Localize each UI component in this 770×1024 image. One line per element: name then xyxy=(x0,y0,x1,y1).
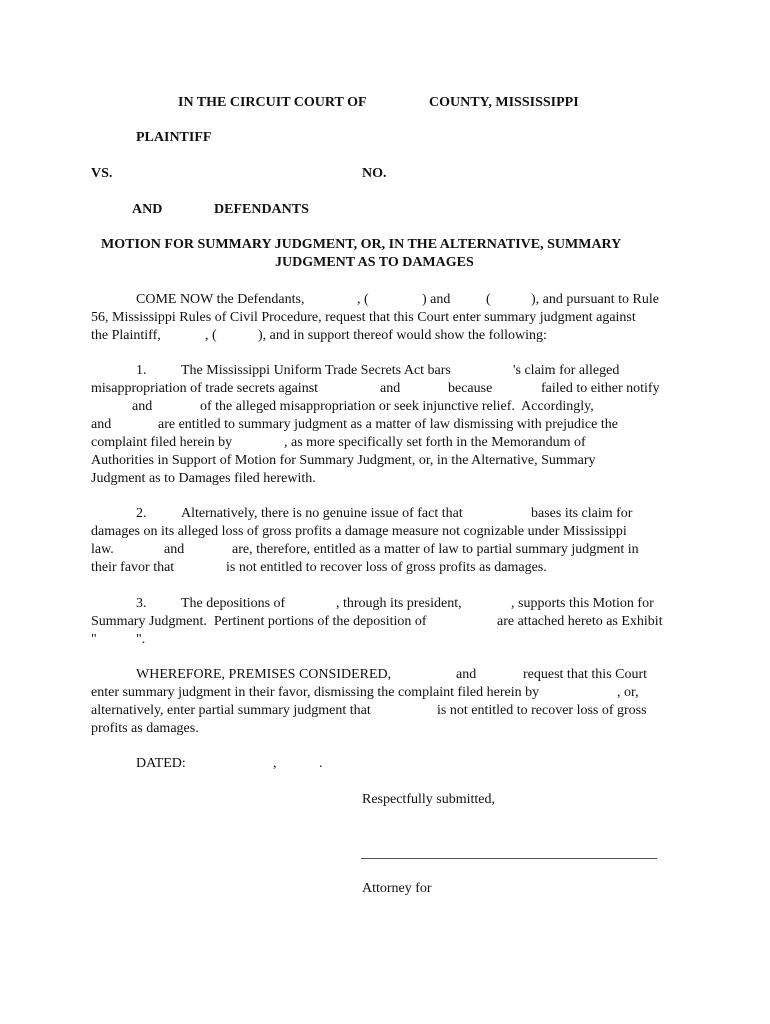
paragraph-3-text: are attached hereto as Exhibit xyxy=(497,614,663,629)
intro-text: ( xyxy=(486,292,491,307)
paragraph-3-text: ". xyxy=(136,632,146,647)
paragraph-1-text: Judgment as to Damages filed herewith. xyxy=(91,471,316,486)
motion-title-line2: JUDGMENT AS TO DAMAGES xyxy=(275,255,474,270)
motion-title-line1: MOTION FOR SUMMARY JUDGMENT, OR, IN THE ALTERNATIVE, SUMMARY xyxy=(101,237,622,252)
vs-label: VS. xyxy=(91,166,113,181)
paragraph-number: 3. xyxy=(136,596,147,611)
paragraph-3-text: The depositions of xyxy=(181,596,286,611)
paragraph-1-text: and xyxy=(380,381,401,396)
and-label: AND xyxy=(132,202,163,217)
paragraph-2-text: is not entitled to recover loss of gross profits as damages. xyxy=(226,560,547,575)
paragraph-1-text: of the alleged misappropriation or seek injunctive relief. Accordingly, xyxy=(200,399,594,414)
paragraph-1-text: complaint filed herein by xyxy=(91,435,233,450)
attorney-for-label: Attorney for xyxy=(362,881,432,896)
paragraph-2-text: their favor that xyxy=(91,560,175,575)
paragraph-1-text: because xyxy=(448,381,493,396)
wherefore-text: profits as damages. xyxy=(91,721,199,736)
paragraph-2-text: bases its claim for xyxy=(531,506,633,521)
signature-line xyxy=(361,858,657,859)
intro-text: , ( xyxy=(205,328,217,343)
wherefore-text: request that this Court xyxy=(523,667,648,682)
paragraph-2-text: law. xyxy=(91,542,114,557)
paragraph-3-text: , supports this Motion for xyxy=(511,596,654,611)
paragraph-1-text: misappropriation of trade secrets against xyxy=(91,381,319,396)
wherefore-text: alternatively, enter partial summary judgment that xyxy=(91,703,371,718)
paragraph-1-text: and xyxy=(132,399,153,414)
paragraph-3-text: , through its president, xyxy=(336,596,462,611)
intro-text: ), and pursuant to Rule xyxy=(531,292,659,307)
paragraph-2-text: Alternatively, there is no genuine issue of fact that xyxy=(181,506,463,521)
paragraph-1-text: and xyxy=(91,417,112,432)
intro-text: ) and xyxy=(422,292,451,307)
dated-comma: , xyxy=(273,756,277,771)
intro-text: 56, Mississippi Rules of Civil Procedure, request that this Court enter summary judgment against xyxy=(91,310,636,325)
paragraph-1-text: Authorities in Support of Motion for Summary Judgment, or, in the Alternative, Summary xyxy=(91,453,596,468)
court-heading: IN THE CIRCUIT COURT OF xyxy=(178,95,367,110)
paragraph-2-text: damages on its alleged loss of gross profits a damage measure not cognizable under Mississippi xyxy=(91,524,627,539)
defendants-label: DEFENDANTS xyxy=(214,202,309,217)
paragraph-1-text: failed to either notify xyxy=(541,381,660,396)
wherefore-text: is not entitled to recover loss of gross xyxy=(437,703,647,718)
wherefore-text: enter summary judgment in their favor, dismissing the complaint filed herein by xyxy=(91,685,540,700)
paragraph-number: 1. xyxy=(136,363,147,378)
paragraph-2-text: and xyxy=(164,542,185,557)
case-number-label: NO. xyxy=(362,166,387,181)
respectfully-submitted: Respectfully submitted, xyxy=(362,792,495,807)
plaintiff-label: PLAINTIFF xyxy=(136,130,212,145)
intro-text: COME NOW the Defendants, xyxy=(136,292,305,307)
dated-label: DATED: xyxy=(136,756,186,771)
intro-text: the Plaintiff, xyxy=(91,328,161,343)
paragraph-3-text: " xyxy=(91,632,97,647)
dated-period: . xyxy=(319,756,323,771)
paragraph-2-text: are, therefore, entitled as a matter of law to partial summary judgment in xyxy=(232,542,639,557)
paragraph-1-text: are entitled to summary judgment as a matter of law dismissing with prejudice the xyxy=(158,417,618,432)
paragraph-1-text: The Mississippi Uniform Trade Secrets Act bars xyxy=(181,363,451,378)
intro-text: , ( xyxy=(357,292,369,307)
county-heading: COUNTY, MISSISSIPPI xyxy=(429,95,579,110)
wherefore-text: , or, xyxy=(617,685,639,700)
paragraph-1-text: 's claim for alleged xyxy=(513,363,620,378)
wherefore-text: WHEREFORE, PREMISES CONSIDERED, xyxy=(136,667,392,682)
paragraph-1-text: , as more specifically set forth in the Memorandum of xyxy=(284,435,586,450)
wherefore-text: and xyxy=(456,667,477,682)
intro-text: ), and in support thereof would show the following: xyxy=(258,328,547,343)
paragraph-number: 2. xyxy=(136,506,147,521)
paragraph-3-text: Summary Judgment. Pertinent portions of the deposition of xyxy=(91,614,427,629)
